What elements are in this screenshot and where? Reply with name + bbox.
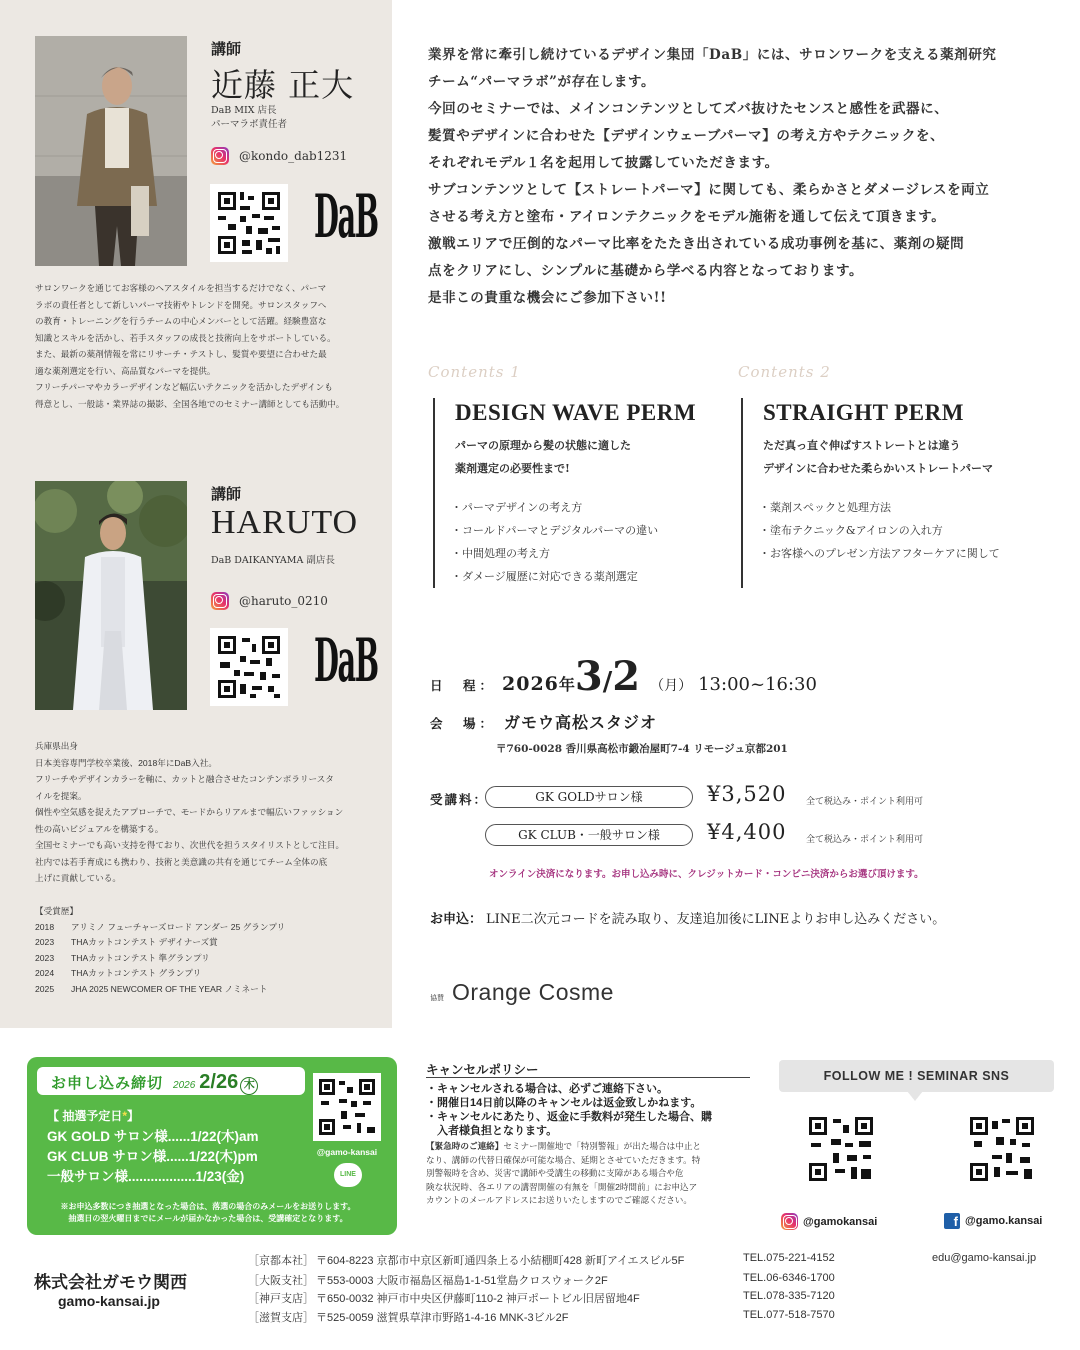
office-name: ［神戸支店］ <box>248 1293 314 1305</box>
lottery-rows <box>47 1127 259 1187</box>
award-year: 2025 <box>35 983 55 994</box>
instructor2-bio <box>35 738 375 887</box>
fee-price-gold: ¥3,520 <box>707 782 787 806</box>
apply-info <box>430 908 945 927</box>
office-name: ［滋賀支店］ <box>248 1312 314 1324</box>
bio-line: 知識とスキルを活かし、若手スタッフの成長と技術向上をサポートしている。 <box>35 332 336 343</box>
award-text: JHA 2025 NEWCOMER OF THE YEAR ノミネート <box>71 983 268 994</box>
emergency-head: 【緊急時のご連絡】 <box>426 1141 504 1151</box>
facebook-qr-code[interactable] <box>966 1113 1038 1185</box>
apply-text: LINE二次元コードを読み取り、友達追加後にLINEよりお申し込みください。 <box>486 912 946 927</box>
award-year: 2024 <box>35 968 55 978</box>
cancel-item: ・開催日14日前以降のキャンセルは返金致しかねます。 <box>426 1097 702 1109</box>
instructor2-instagram[interactable] <box>211 592 328 610</box>
fee-price-club: ¥4,400 <box>707 820 787 844</box>
affiliation-line: DaB DAIKANYAMA 副店長 <box>211 555 335 566</box>
emergency-line: なり、講師の代替日確保が可能な場合、延期とさせていただきます。特 <box>426 1154 701 1165</box>
instructor1-qr-code[interactable] <box>210 184 288 262</box>
line-account: @gamo-kansai <box>316 1147 378 1157</box>
bio-line: サロンワークを通じてお客様のヘアスタイルを担当するだけでなく、パーマ <box>35 283 327 293</box>
intro-text <box>428 42 1058 312</box>
date-year: 2026 <box>502 673 559 695</box>
intro-line: 今回のセミナーでは、メインコンテンツとしてズバ抜けたセンスと感性を武器に、 <box>428 101 949 117</box>
subtitle-line: パーマの原理から髪の状態に適した <box>455 439 631 452</box>
award-row <box>35 920 375 936</box>
fee-pill-club: GK CLUB・一般サロン様 <box>485 824 693 846</box>
venue-name: ガモウ高松スタジオ <box>504 713 658 732</box>
office-tel: TEL.06-6346-1700 <box>743 1272 835 1284</box>
affiliation-line: パーマラボ責任者 <box>211 119 288 130</box>
bio-line: イルを提案。 <box>35 790 87 801</box>
sns-facebook[interactable] <box>944 1213 1042 1229</box>
lottery-row-date: 1/22(木)pm <box>188 1149 258 1164</box>
note-line: 抽選日の翌火曜日までにメールが届かなかった場合は、受講確定となります。 <box>68 1214 348 1223</box>
fee-label: 受講料： <box>430 792 489 807</box>
contents1-subtitle <box>455 434 631 480</box>
bio-line: フリーチパーマやカラーデザインなど幅広いテクニックを活かしたデザインも <box>35 382 333 392</box>
instructor2-role: 講師 <box>211 485 242 503</box>
deadline-label: お申し込み締切 <box>51 1075 164 1092</box>
lottery-title <box>47 1107 139 1124</box>
lottery-row-dots: .................. <box>128 1169 196 1184</box>
instagram-handle: @haruto_0210 <box>239 594 328 608</box>
deadline-year: 2026 <box>173 1080 196 1091</box>
lottery-row-dots: ...... <box>166 1149 189 1164</box>
award-row <box>35 951 375 967</box>
instructor1-bio <box>35 280 375 412</box>
bio-line: 適な薬剤選定を行い、高品質なパーマを提供。 <box>35 365 216 376</box>
instructor1-instagram[interactable] <box>211 147 347 165</box>
sns-instagram-handle: @gamokansai <box>803 1215 878 1228</box>
instagram-qr-code[interactable] <box>805 1113 877 1185</box>
lottery-row-date: 1/23(金) <box>195 1169 245 1184</box>
instructor2-qr-code[interactable] <box>210 628 288 706</box>
contents2-box <box>741 398 1051 588</box>
bio-line: ラボの責任者として新しいパーマ技術やトレンドを開発。サロンスタッフへ <box>35 299 327 310</box>
office-address: 〒553-0003 大阪市福島区福島1-1-51堂島クロスウォーク2F <box>316 1275 608 1287</box>
contents2-list <box>759 496 1000 565</box>
intro-line: チーム“パーマラボ”が存在します。 <box>428 74 656 90</box>
instructor2-affiliation <box>211 554 335 568</box>
venue-address: 〒760-0028 香川県高松市鍛冶屋町7-4 リモージュ京都201 <box>496 743 788 755</box>
office-name: ［大阪支社］ <box>248 1275 314 1287</box>
office-tel: TEL.077-518-7570 <box>743 1309 835 1321</box>
office-row <box>248 1272 835 1288</box>
cancel-item: 入者様負担となります。 <box>426 1125 558 1137</box>
sns-instagram[interactable] <box>781 1213 877 1230</box>
intro-line: 髪質やデザインに合わせた【デザインウェーブパーマ】の考え方やテクニックを、 <box>428 128 945 144</box>
cancel-item: ・キャンセルされる場合は、必ずご連絡下さい。 <box>426 1083 668 1095</box>
lottery-row <box>47 1147 259 1167</box>
event-venue <box>430 710 657 733</box>
list-item: ・塗布テクニック&アイロンの入れ方 <box>759 524 943 537</box>
emergency-text: セミナー開催地で「特別警報」が出た場合は中止と <box>503 1141 702 1151</box>
contents2-title: STRAIGHT PERM <box>763 400 964 425</box>
fee-note-club: 全て税込み・ポイント利用可 <box>806 835 924 845</box>
award-row <box>35 982 375 998</box>
company-url[interactable]: gamo-kansai.jp <box>58 1293 160 1309</box>
contents1-label: Contents 1 <box>428 363 521 381</box>
instagram-icon <box>781 1213 798 1230</box>
emergency-line: 別警報時を含め、災害で講師や受講生の移動に支障がある場合や危 <box>426 1168 684 1179</box>
bio-line: 個性や空気感を捉えたアプローチで、モードからリアルまで幅広いファッション <box>35 807 344 817</box>
lottery-row-date: 1/22(木)am <box>190 1129 259 1144</box>
instructor1-photo <box>35 36 187 266</box>
list-item: ・お客様へのプレゼン方法アフターケアに関して <box>759 547 1000 560</box>
bio-line: 兵庫県出身 <box>35 741 78 751</box>
office-address: 〒525-0059 滋賀県草津市野路1-4-16 MNK-3ビル2F <box>316 1312 569 1324</box>
emergency-line: 険な状況時、各エリアの講習開催の有無を「開催2時間前」にお申込ア <box>426 1181 698 1192</box>
lottery-close: 】 <box>127 1109 140 1123</box>
list-item: ・薬剤スペックと処理方法 <box>759 501 891 514</box>
date-year-suffix: 年 <box>558 675 575 694</box>
lottery-mark: * <box>122 1109 128 1123</box>
sns-facebook-handle: @gamo.kansai <box>965 1215 1043 1227</box>
sponsor-label: 協賛 <box>430 994 444 1002</box>
instagram-icon <box>211 592 229 610</box>
intro-line: 是非この貴重な機会にご参加下さい!! <box>428 290 667 306</box>
contents2-subtitle <box>763 434 993 480</box>
date-time: 13:00~16:30 <box>698 674 817 695</box>
lottery-row-label: 一般サロン様 <box>47 1169 128 1184</box>
sponsor-name: Orange Cosme <box>452 979 614 1005</box>
cancel-item: ・キャンセルにあたり、返金に手数料が発生した場合、購 <box>426 1111 712 1123</box>
affiliation-line: DaB MIX 店長 <box>211 105 277 116</box>
sns-header-pointer <box>907 1091 923 1101</box>
bio-line: 得意とし、一般誌・業界誌の撮影、全国各地でのセミナー講師としても活動中。 <box>35 398 345 409</box>
award-year: 2023 <box>35 952 55 963</box>
date-month: 3 <box>574 653 603 700</box>
intro-line: サブコンテンツとして【ストレートパーマ】に関しても、柔らかさとダメージレスを両立 <box>428 182 990 198</box>
instructor1-role: 講師 <box>211 40 242 58</box>
awards-title: 【受賞歴】 <box>35 906 78 916</box>
office-row <box>248 1290 835 1306</box>
subtitle-line: ただ真っ直ぐ伸ばすストレートとは違う <box>763 439 961 452</box>
deadline-weekday: 木 <box>240 1077 258 1095</box>
bio-line: 性の高いビジュアルを構築する。 <box>35 823 164 834</box>
office-tel: TEL.078-335-7120 <box>743 1290 835 1302</box>
dab-logo: DaB <box>314 626 378 696</box>
award-year: 2023 <box>35 937 55 947</box>
emergency-line <box>426 1140 756 1154</box>
date-weekday: （月） <box>650 678 693 694</box>
list-item: ・ダメージ履歴に対応できる薬剤選定 <box>451 570 638 583</box>
bio-line: 全国セミナーでも高い支持を得ており、次世代を担うスタイリストとして注目。 <box>35 840 345 850</box>
note-line: ※お申込多数につき抽選となった場合は、落選の場合のみメールをお送りします。 <box>60 1202 356 1211</box>
lottery-title-text: 【 抽選予定日 <box>47 1109 123 1123</box>
dab-logo: DaB <box>314 182 378 252</box>
instructor2-name: HARUTO <box>211 504 359 541</box>
award-year: 2018 <box>35 921 55 932</box>
award-text: THAカットコンテスト デザイナーズ賞 <box>71 937 218 947</box>
lottery-row <box>47 1167 259 1187</box>
cancel-divider <box>426 1077 750 1078</box>
bio-line: 社内では若手育成にも携わり、技術と美意識の共有を通じてチーム全体の底 <box>35 856 328 867</box>
apply-label: お申込： <box>430 912 483 927</box>
award-text: THAカットコンテスト 準グランプリ <box>71 952 210 963</box>
company-name: 株式会社ガモウ関西 <box>34 1273 187 1292</box>
fee-note-gold: 全て税込み・ポイント利用可 <box>806 797 924 807</box>
venue-label: 会 場： <box>430 716 497 731</box>
lottery-row <box>47 1127 259 1147</box>
lottery-row-dots: ...... <box>167 1129 191 1144</box>
instructor1-name: 近藤 正大 <box>211 66 355 104</box>
intro-line: 業界を常に牽引し続けているデザイン集団「DaB」には、サロンワークを支える薬剤研究 <box>428 47 997 63</box>
bio-line: 日本美容専門学校卒業後、2018年にDaB入社。 <box>35 757 217 768</box>
list-item: ・コールドパーマとデジタルパーマの違い <box>451 524 659 537</box>
bio-line: 上げに貢献している。 <box>35 873 121 883</box>
office-row <box>248 1252 835 1268</box>
award-row <box>35 966 375 982</box>
list-item: ・パーマデザインの考え方 <box>451 501 583 514</box>
intro-line: 点をクリアにし、シンプルに基礎から学べる内容となっております。 <box>428 263 864 279</box>
award-text: アリミノ フューチャーズロード アンダー 25 グランプリ <box>71 921 286 932</box>
lottery-row-label: GK CLUB サロン様 <box>47 1149 167 1164</box>
emergency-line: カウントのメールアドレスにお送りいたしますのでご確認ください。 <box>426 1195 692 1206</box>
award-text: THAカットコンテスト グランプリ <box>71 968 202 978</box>
deadline-date: 2/26 <box>199 1071 239 1093</box>
line-qr-code[interactable] <box>313 1073 381 1141</box>
bio-line: の教育・トレーニングを行うチームの中心メンバーとして活躍。経験豊富な <box>35 316 327 326</box>
emergency-notice <box>426 1140 756 1208</box>
date-label: 日 程： <box>430 678 497 693</box>
contents1-box <box>433 398 733 588</box>
company-email[interactable]: edu@gamo-kansai.jp <box>932 1252 1037 1264</box>
fee-pill-gold: GK GOLDサロン様 <box>485 786 693 808</box>
instructor2-photo <box>35 481 187 710</box>
office-address: 〒650-0032 神戸市中央区伊藤町110-2 神戸ポートビル旧居留地4F <box>316 1293 640 1305</box>
bio-line: フリーチやデザインカラーを軸に、カットと融合させたコンテンポラリースタ <box>35 774 334 784</box>
office-row <box>248 1309 835 1325</box>
facebook-icon: f <box>944 1213 960 1229</box>
subtitle-line: デザインに合わせた柔らかいストレートパーマ <box>763 462 994 475</box>
line-icon[interactable]: LINE <box>334 1163 362 1187</box>
contents1-list <box>451 496 658 588</box>
payment-note: オンライン決済になります。お申し込み時に、クレジットカード・コンビニ決済からお選び頂けます。 <box>489 869 924 880</box>
date-day: 2 <box>612 653 641 700</box>
sponsor <box>430 979 614 1006</box>
intro-line: それぞれモデル１名を起用して披露していただきます。 <box>428 155 779 171</box>
instagram-icon <box>211 147 229 165</box>
instructor1-affiliation <box>211 104 287 132</box>
instructor2-awards <box>35 903 375 997</box>
subtitle-line: 薬剤選定の必要性まで! <box>455 462 570 475</box>
deadline-header <box>37 1067 305 1095</box>
list-item: ・中間処理の考え方 <box>451 547 550 560</box>
deadline-box <box>27 1057 397 1235</box>
lottery-row-label: GK GOLD サロン様 <box>47 1129 168 1144</box>
office-address: 〒604-8223 京都市中京区新町通四条上る小結棚町428 新町アイエスビル5F <box>316 1255 685 1267</box>
bio-line: また、最新の薬剤情報を常にリサーチ・テストし、髪質や要望に合わせた最 <box>35 349 327 359</box>
award-row <box>35 935 375 951</box>
instagram-handle: @kondo_dab1231 <box>239 149 348 163</box>
intro-line: させる考え方と塗布・アイロンテクニックをモデル施術を通して伝えて頂きます。 <box>428 209 946 225</box>
sns-header: FOLLOW ME ! SEMINAR SNS <box>779 1060 1054 1092</box>
office-name: ［京都本社］ <box>248 1255 314 1267</box>
event-date: 日 程： 2026 年 3 / 2 （月） 13:00~16:30 <box>430 653 817 700</box>
office-tel: TEL.075-221-4152 <box>743 1252 835 1264</box>
cancel-list <box>426 1082 712 1138</box>
intro-line: 激戦エリアで圧倒的なパーマ比率をたたき出されている成功事例を基に、薬剤の疑問 <box>428 236 965 252</box>
contents2-label: Contents 2 <box>738 363 831 381</box>
contents1-title: DESIGN WAVE PERM <box>455 400 697 425</box>
lottery-note <box>43 1201 373 1225</box>
cancel-title: キャンセルポリシー <box>426 1063 539 1077</box>
